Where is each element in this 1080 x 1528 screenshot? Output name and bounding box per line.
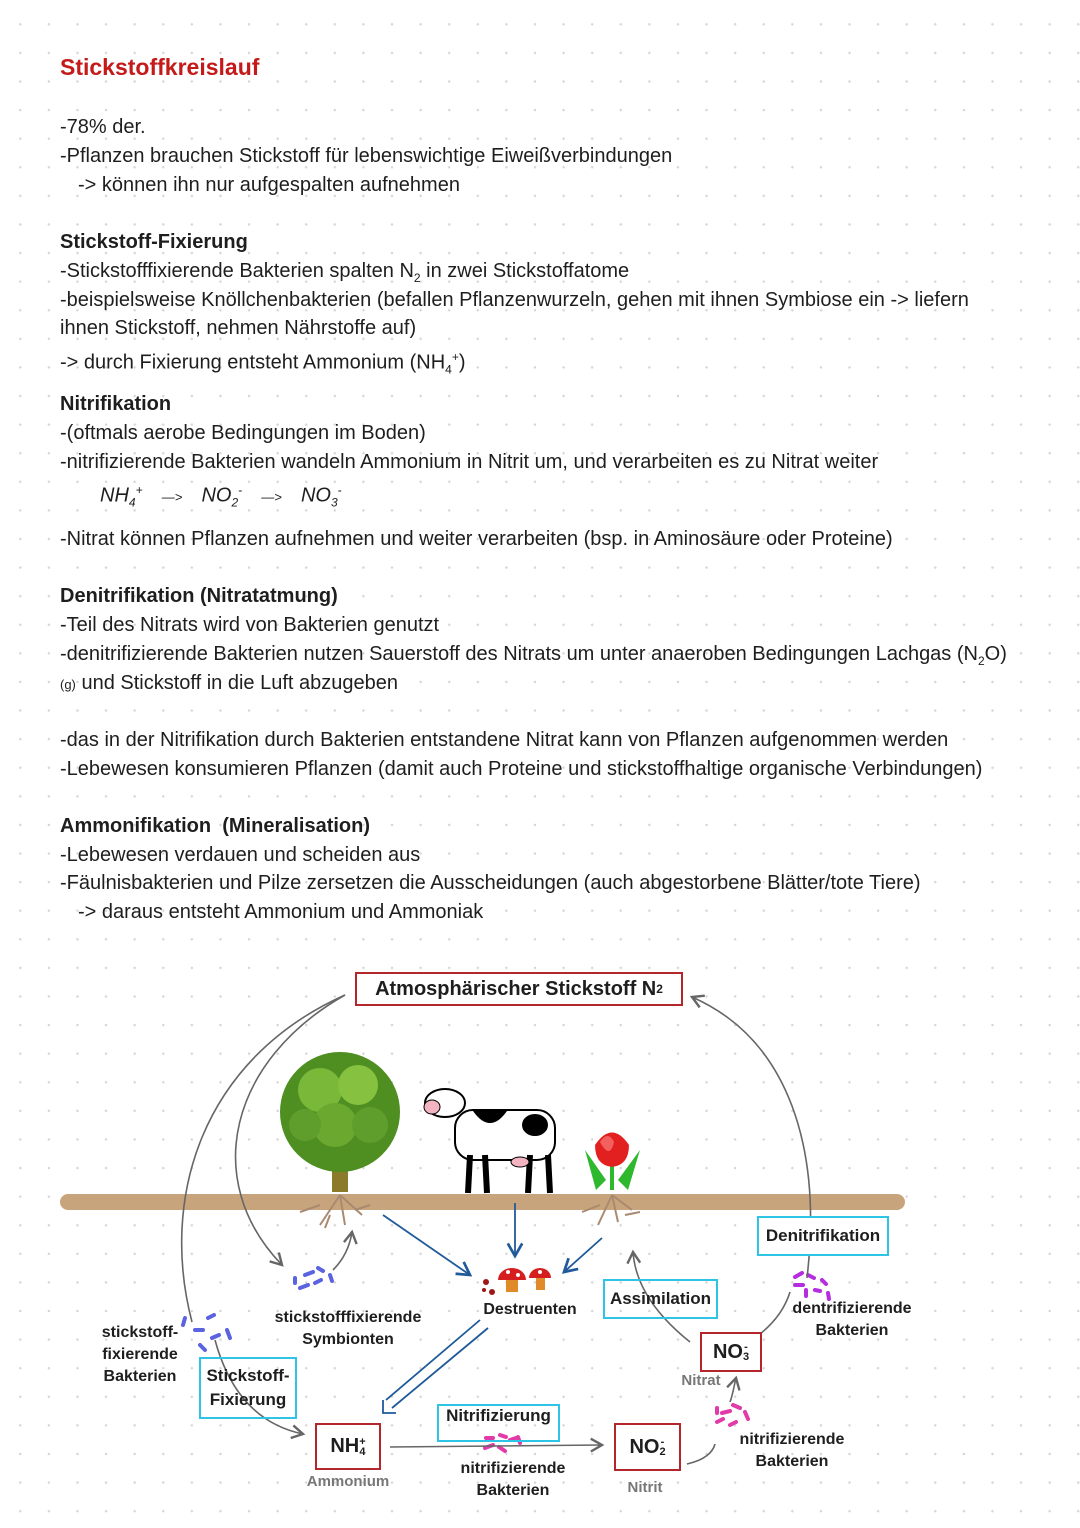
label: NH — [330, 1435, 360, 1457]
nitrification-box: Nitrifizierung — [437, 1404, 560, 1442]
nitrifikation-line: -Nitrat können Pflanzen aufnehmen und weiter verarbeiten (bsp. in Aminosäure oder Proteine) — [60, 528, 893, 550]
nitrifying-bacteria-bottom-label — [448, 1458, 578, 1502]
nitrit-label: Nitrit — [627, 1479, 663, 1496]
ammonium-label: Ammonium — [306, 1473, 390, 1490]
section-heading-fixierung: Stickstoff-Fixierung — [60, 231, 248, 253]
section-heading-ammonifikation: Ammonifikation (Mineralisation) — [60, 815, 371, 837]
nitrifying-bacteria-right-label — [727, 1429, 857, 1473]
arrow-no2-to-bacteria — [687, 1444, 715, 1464]
superscript: + — [451, 350, 459, 364]
denitrifikation-line: -das in der Nitrifikation durch Bakterien entstandene Nitrat kann von Pflanzen aufgenommen werden — [60, 729, 949, 751]
mushrooms-icon — [482, 1268, 551, 1295]
nitrifikation-line: -(oftmals aerobe Bedingungen im Boden) — [60, 422, 426, 444]
nitrifying-bacteria-right-icon — [717, 1405, 748, 1425]
sup: - — [744, 1341, 748, 1353]
page-title: Stickstoffkreislauf — [60, 54, 260, 80]
fixation-box — [199, 1357, 297, 1419]
intro-line: -Pflanzen brauchen Stickstoff für lebenswichtige Eiweißverbindungen — [60, 145, 673, 167]
atmospheric-nitrogen-box — [355, 972, 683, 1006]
denitrifying-bacteria-label — [782, 1298, 922, 1342]
label: NO — [629, 1435, 660, 1458]
nitrat-label: Nitrat — [681, 1372, 721, 1389]
arrow-symbionts-to-roots — [333, 1232, 352, 1270]
line: Bakterien — [815, 1322, 889, 1339]
line: Symbionten — [302, 1331, 394, 1348]
label: NO — [712, 1340, 743, 1363]
text: O) — [984, 643, 1007, 665]
arrow: —> — [261, 489, 282, 505]
tree-icon — [280, 1052, 400, 1192]
subscript: 2 — [413, 271, 421, 285]
cow-icon — [424, 1089, 555, 1193]
line: nitrifizierende — [460, 1460, 566, 1477]
line: nitrifizierende — [739, 1431, 845, 1448]
line: Bakterien — [103, 1368, 177, 1385]
tulip-icon — [585, 1133, 640, 1191]
assimilation-box: Assimilation — [603, 1279, 718, 1319]
sup: - — [337, 483, 342, 497]
section-heading-nitrifikation: Nitrifikation — [60, 393, 172, 415]
intro-line: -> können ihn nur aufgespalten aufnehmen — [78, 174, 460, 196]
fixing-bacteria-icon — [183, 1315, 230, 1350]
no2-box — [614, 1423, 681, 1471]
symbionts-label — [258, 1307, 438, 1351]
text: -> durch Fixierung entsteht Ammonium (NH — [60, 351, 446, 374]
text: in zwei Stickstoffatome — [420, 260, 630, 282]
text: und Stickstoff in die Luft abzugeben — [75, 672, 398, 694]
sub: 3 — [742, 1351, 750, 1363]
denitrification-box: Denitrifikation — [757, 1216, 889, 1256]
sup: - — [660, 1436, 665, 1448]
label: Fixierung — [209, 1390, 287, 1409]
section-heading-denitrifikation: Denitrifikation (Nitratatmung) — [60, 585, 338, 607]
sup: + — [359, 1435, 366, 1448]
arrow-tree-to-destruents — [383, 1215, 470, 1275]
sub: 2 — [656, 982, 663, 996]
chem: NH — [100, 484, 129, 507]
fixing-bacteria-label — [90, 1322, 190, 1388]
subscript: 4 — [445, 362, 452, 377]
sub: 4 — [359, 1445, 366, 1458]
denitrifying-bacteria-icon — [795, 1273, 829, 1299]
line: Bakterien — [476, 1482, 550, 1499]
ammonifikation-line: -Lebewesen verdauen und scheiden aus — [60, 844, 421, 866]
line: Bakterien — [755, 1453, 829, 1470]
text: -denitrifizierende Bakterien nutzen Sauerstoff des Nitrats um unter anaeroben Bedingungen Lachgas (N — [60, 643, 978, 665]
label: Stickstoff- — [206, 1366, 290, 1385]
sup: + — [135, 483, 143, 497]
text: ) — [458, 351, 466, 374]
denitrifikation-line: -Lebewesen konsumieren Pflanzen (damit auch Proteine und stickstoffhaltige organische Verbindungen) — [60, 758, 983, 780]
nh4-box — [315, 1423, 381, 1470]
no3-box — [700, 1332, 762, 1372]
denitrifikation-line: -Teil des Nitrats wird von Bakterien genutzt — [60, 614, 440, 636]
sub: 2 — [231, 495, 239, 510]
line: stickstoff- — [101, 1324, 179, 1341]
label: Atmosphärischer Stickstoff N — [375, 977, 657, 1000]
symbiont-bacteria-icon — [295, 1268, 332, 1288]
fixierung-line: ihnen Stickstoff, nehmen Nährstoffe auf) — [60, 317, 417, 339]
sub: 2 — [977, 654, 985, 668]
nitrifikation-line: -nitrifizierende Bakterien wandeln Ammonium in Nitrit um, und verarbeiten es zu Nitrat weiter — [60, 451, 879, 473]
sub: 2 — [659, 1446, 666, 1458]
arrow-nh4-to-no2 — [390, 1445, 602, 1447]
line: fixierende — [102, 1346, 178, 1363]
arrow: —> — [161, 489, 183, 505]
ammonifikation-line: -Fäulnisbakterien und Pilze zersetzen die Ausscheidungen (auch abgestorbene Blätter/tote Tiere) — [60, 872, 921, 894]
sub: 3 — [330, 495, 338, 510]
text: (g) — [60, 677, 76, 692]
ammonifikation-line: -> daraus entsteht Ammonium und Ammoniak — [78, 901, 484, 923]
sub: 4 — [128, 495, 136, 510]
arrow-flower-to-destruents — [564, 1238, 602, 1272]
intro-line: -78% der. — [60, 116, 146, 138]
chem: NO — [300, 484, 331, 507]
destruents-label: Destruenten — [483, 1301, 577, 1318]
chem: NO — [201, 484, 232, 507]
sup: - — [238, 483, 243, 497]
fixierung-line: -beispielsweise Knöllchenbakterien (befallen Pflanzenwurzeln, gehen mit ihnen Symbiose ein -> liefern — [60, 289, 969, 311]
line: dentrifizierende — [792, 1300, 912, 1317]
line: stickstofffixierende — [274, 1309, 422, 1326]
text: -Stickstofffixierende Bakterien spalten N — [60, 260, 414, 282]
